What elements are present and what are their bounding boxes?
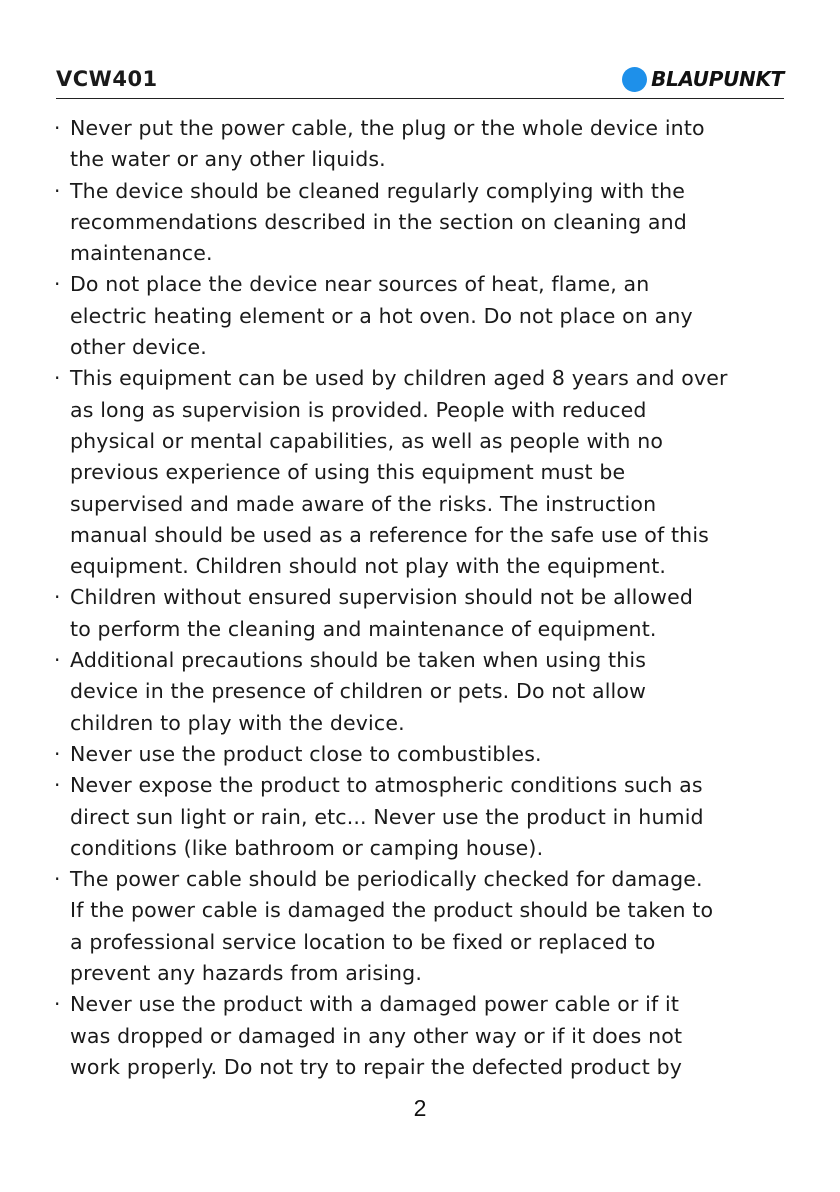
list-item-text: This equipment can be used by children aged 8 years and over as long as supervision is provided. People with reduced physical or mental capabilities, as well as people with no previous experience of using this equipment must be supervised and made aware of the risks. The instruction manual should be used as a reference for the safe use of this equipment. Children should not play with the equipment. [70, 366, 728, 579]
bullet-icon: · [54, 366, 61, 391]
list-item-text: Never put the power cable, the plug or the whole device into the water or any other liquids. [70, 116, 705, 172]
list-item-text: The device should be cleaned regularly complying with the recommendations described in the section on cleaning and maintenance. [70, 178, 687, 266]
list-item [54, 739, 794, 770]
list-item [54, 989, 794, 1083]
bullet-icon: · [54, 773, 61, 798]
safety-instructions-list [54, 113, 794, 1083]
list-item [54, 770, 794, 864]
bullet-icon: · [54, 741, 61, 766]
list-item-text: Never use the product close to combustibles. [70, 741, 542, 766]
bullet-icon: · [54, 272, 61, 297]
list-item [54, 582, 794, 645]
list-item [54, 864, 794, 989]
page-header [56, 62, 784, 99]
list-item-text: Never use the product with a damaged power cable or if it was dropped or damaged in any other way or if it does not work properly. Do not try to repair the defected product by [70, 992, 683, 1079]
list-item [54, 363, 794, 582]
bullet-icon: · [54, 992, 61, 1017]
list-item [54, 645, 794, 739]
list-item [54, 176, 794, 270]
brand-dot-icon [622, 67, 647, 92]
bullet-icon: · [54, 867, 61, 892]
list-item [54, 113, 794, 176]
list-item [54, 269, 794, 363]
model-number: VCW401 [56, 67, 158, 91]
list-item-text: The power cable should be periodically checked for damage. If the power cable is damaged the product should be taken to a professional service location to be fixed or replaced to prevent any hazards from arising. [70, 867, 714, 986]
list-item-text: Never expose the product to atmospheric conditions such as direct sun light or rain, etc... Never use the product in humid conditions (like bathroom or camping house). [70, 773, 704, 860]
page-number: 2 [413, 1095, 427, 1121]
brand-logo [622, 66, 784, 92]
bullet-icon: · [54, 116, 61, 140]
bullet-icon: · [54, 585, 61, 610]
list-item-text: Children without ensured supervision should not be allowed to perform the cleaning and maintenance of equipment. [70, 585, 694, 641]
bullet-icon: · [54, 178, 61, 203]
list-item-text: Do not place the device near sources of heat, flame, an electric heating element or a hot oven. Do not place on any other device. [70, 272, 693, 360]
bullet-icon: · [54, 648, 61, 673]
list-item-text: Additional precautions should be taken when using this device in the presence of children or pets. Do not allow children to play with the device. [70, 648, 647, 735]
brand-name: BLAUPUNKT [651, 67, 784, 91]
